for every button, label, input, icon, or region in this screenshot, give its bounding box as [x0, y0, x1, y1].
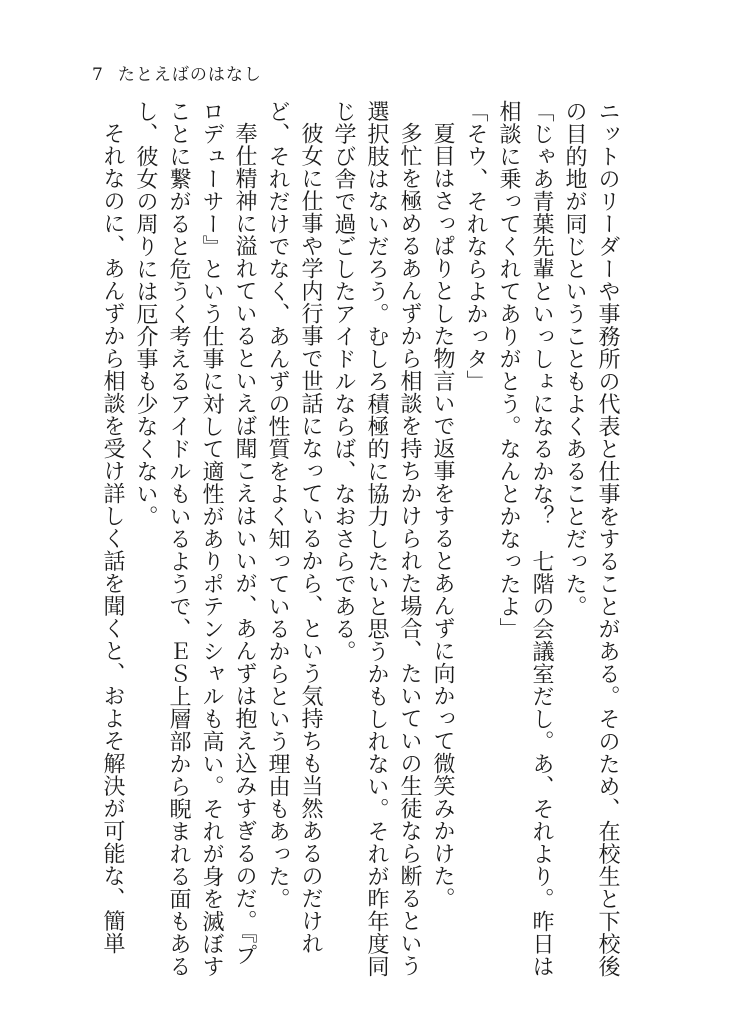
paragraph: それなのに、あんずから相談を受け詳しく話を聞くと、およそ解決が可能な、簡単 [100, 122, 125, 955]
paragraph: 多忙を極めるあんずから相談を持ちかけられた場合、たいていの生徒なら断るという選択肢はないだろう。むしろ積極的に協力したいと思うかもしれない。それが昨年度同じ学び舎で過ごしたアイドルならば、なおさらである。 [331, 100, 422, 978]
running-head [92, 60, 262, 85]
paragraph: 彼女に仕事や学内行事で世話になっているから、という気持ちも当然あるのだけれど、それだけでなく、あんずの性質をよく知っているからという理由もあった。 [265, 100, 323, 955]
page-number: 7 [92, 65, 104, 85]
chapter-title: たとえばのはなし [117, 65, 262, 85]
vertical-body-text [100, 100, 624, 980]
paragraph: 奉仕精神に溢れているといえば聞こえはいいが、あんずは抱え込みすぎるのだ。『プロデューサー』という仕事に対して適性がありポテンシャルも高い。それが身を滅ぼすことに繋がると危うく考えるアイドルもいるようで、ＥＳ上層部から睨まれる面もあるし、彼女の周りには厄介事も少なくない。 [133, 100, 257, 978]
dialogue-line: 「そウ、それならよかっタ」 [463, 100, 488, 393]
paragraph: 夏目はさっぱりとした物言いで返事をするとあんずに向かって微笑みかけた。 [430, 122, 455, 910]
paragraph: ニットのリーダーや事務所の代表と仕事をすることがある。そのため、在校生と下校後の目的地が同じということもよくあることだった。 [562, 100, 620, 978]
dialogue-line: 「じゃあ青葉先輩といっしょになるかな？ 七階の会議室だし。あ、それより。昨日は相談に乗ってくれてありがとう。なんとかなったよ」 [496, 100, 554, 978]
